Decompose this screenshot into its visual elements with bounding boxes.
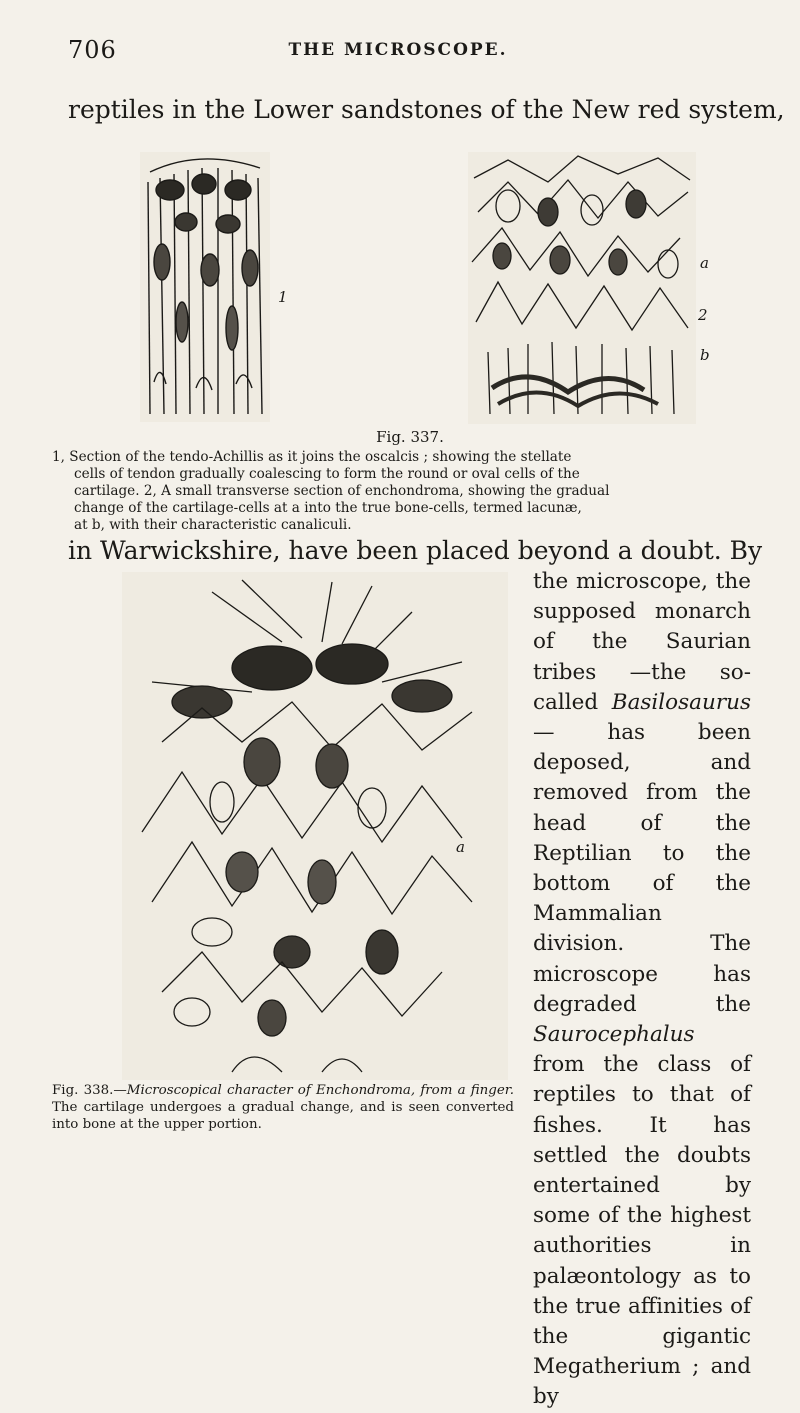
body-text-line-top: reptiles in the Lower sandstones of the New red system,	[68, 95, 785, 124]
body-text-segment: — has been deposed, and removed from the head of the Reptilian to the bottom of the Mammalian division. The microscope has degraded the	[533, 720, 751, 1017]
figure-337-caption	[52, 449, 732, 534]
figure-338-enchondroma-illustration	[122, 572, 508, 1080]
body-text-segment: the microscope, the supposed monarch of the Saurian tribes —the so-called	[533, 569, 751, 715]
figure-337-label-2: 2	[698, 306, 708, 324]
body-text-line-full: in Warwickshire, have been placed beyond a doubt. By	[68, 536, 763, 565]
page-header	[68, 36, 728, 76]
figure-337-caption-line: cartilage. 2, A small transverse section of enchondroma, showing the gradual	[74, 483, 610, 499]
figure-337-title: Fig. 337.	[376, 428, 444, 446]
figure-337-label-a: a	[700, 254, 709, 272]
body-text-column	[533, 567, 751, 1413]
figure-337-label-b: b	[700, 346, 710, 364]
body-text-taxon: Saurocephalus	[533, 1022, 695, 1048]
figure-337-caption-line: cells of tendon gradually coalescing to form the round or oval cells of the	[74, 466, 580, 482]
figure-337-tendon-illustration	[140, 152, 270, 422]
figure-337-caption-line: at b, with their characteristic canaliculi.	[74, 517, 352, 533]
body-text-segment: from the class of reptiles to that of fishes. It has settled the doubts entertained by some of the highest authorities in palæontology as to the true affinities of the gigantic Megatherium ; and by	[533, 1052, 751, 1410]
figure-338-caption-italic: Microscopical character of Enchondroma, from a finger.	[126, 1083, 514, 1098]
page-number: 706	[68, 36, 117, 64]
figure-338-caption-title: Fig. 338.—	[52, 1083, 127, 1098]
body-text-taxon: Basilosaurus	[611, 689, 751, 715]
figure-338-label-a: a	[456, 838, 465, 856]
running-title: THE MICROSCOPE.	[288, 40, 508, 60]
figure-338-caption-rest: The cartilage undergoes a gradual change, and is seen converted into bone at the upper portion.	[52, 1100, 514, 1132]
figure-337-caption-line: 1, Section of the tendo-Achillis as it joins the oscalcis ; showing the stellate	[52, 449, 572, 465]
figure-337-label-1: 1	[278, 288, 288, 306]
figure-337-enchondroma-illustration	[468, 152, 696, 424]
figure-337-caption-line: change of the cartilage-cells at a into the true bone-cells, termed lacunæ,	[74, 500, 582, 516]
figure-338-caption	[52, 1082, 514, 1133]
